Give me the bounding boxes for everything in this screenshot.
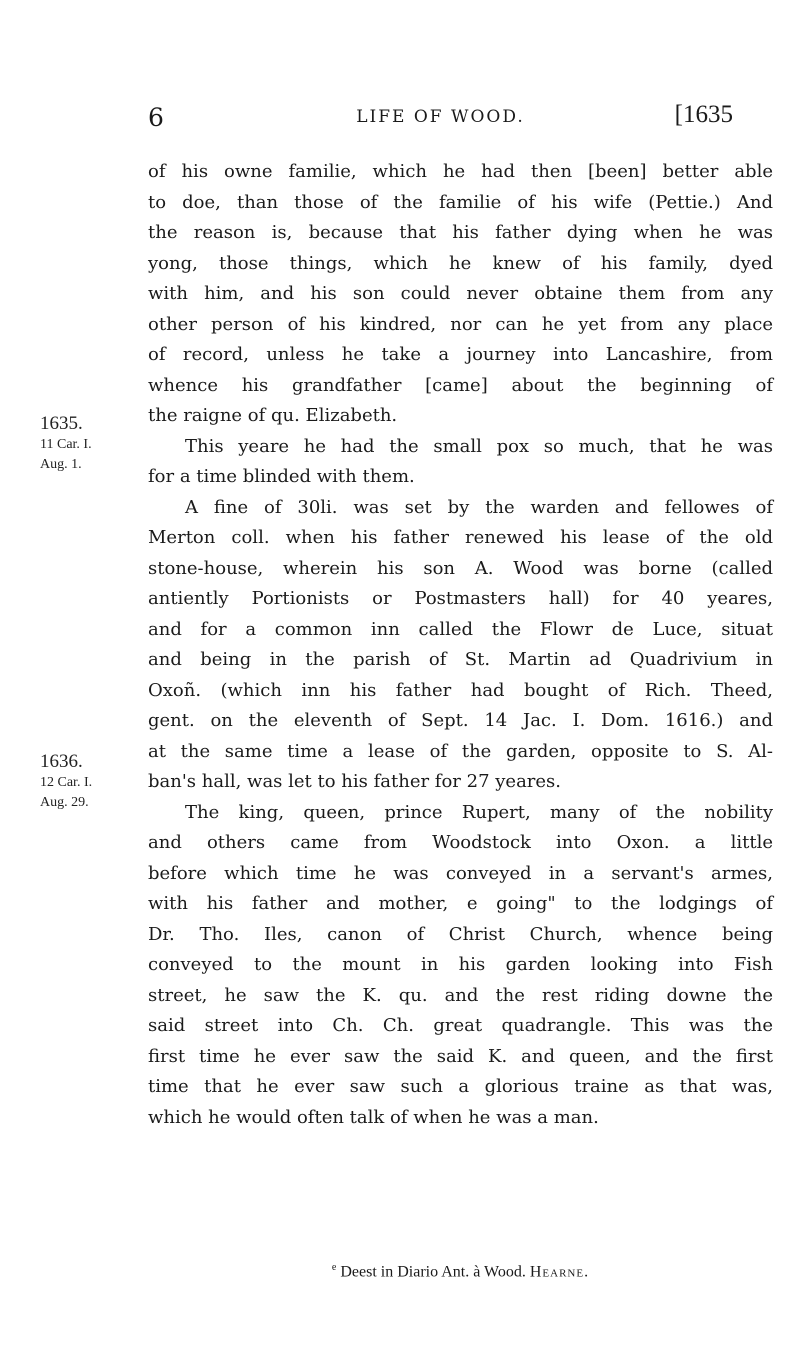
text-line: first time he ever saw the said K. and queen, and the first (148, 1045, 773, 1067)
text-line: Merton coll. when his father renewed his lease of the old (148, 527, 773, 548)
text-line: of his owne familie, which he had then [been] better able (148, 161, 773, 182)
text-line: gent. on the eleventh of Sept. 14 Jac. I. Dom. 1616.) and (148, 710, 773, 731)
text-line: Oxoñ. (which inn his father had bought of Rich. Theed, (148, 679, 773, 701)
text-line: which he would often talk of when he was a man. (148, 1106, 599, 1128)
text-line: other person of his kindred, nor can he yet from any place (148, 313, 773, 335)
margin-note-1636 (40, 751, 140, 813)
margin-regnal: 11 Car. I. (40, 437, 92, 452)
page-header (148, 103, 733, 143)
text-line: and being in the parish of St. Martin ad Quadrivium in (148, 649, 773, 670)
footnote (148, 1262, 773, 1281)
text-line: whence his grandfather [came] about the beginning of (148, 374, 773, 396)
header-year: [1635 (674, 101, 733, 128)
margin-date: Aug. 1. (40, 457, 82, 472)
margin-regnal: 12 Car. I. (40, 775, 93, 790)
text-line: and for a common inn called the Flowr de Luce, situat (148, 618, 773, 640)
margin-date: Aug. 29. (40, 795, 89, 810)
text-line: time that he ever saw such a glorious traine as that was, (148, 1076, 773, 1097)
page-number: 6 (148, 103, 164, 132)
text-line: antiently Portionists or Postmasters hall) for 40 yeares, (148, 588, 773, 609)
footnote-marker: e (331, 1262, 337, 1273)
text-line: This yeare he had the small pox so much, that he was (185, 435, 773, 457)
text-line: the raigne of qu. Elizabeth. (148, 405, 398, 426)
text-line: conveyed to the mount in his garden looking into Fish (148, 954, 773, 975)
text-line: street, he saw the K. qu. and the rest riding downe the (148, 984, 773, 1006)
text-line: stone-house, wherein his son A. Wood was borne (called (148, 557, 773, 579)
text-line: Dr. Tho. Iles, canon of Christ Church, whence being (148, 923, 773, 945)
text-line: A fine of 30li. was set by the warden and fellowes of (185, 496, 773, 518)
text-line: and others came from Woodstock into Oxon. a little (148, 832, 773, 853)
text-line: of record, unless he take a journey into Lancashire, from (148, 344, 773, 365)
footnote-text: Deest in Diario Ant. à Wood. (340, 1263, 526, 1281)
text-line: The king, queen, prince Rupert, many of the nobility (185, 801, 773, 823)
text-line: before which time he was conveyed in a servant's armes, (148, 862, 773, 884)
text-line: with his father and mother, e going" to the lodgings of (148, 893, 773, 914)
text-line: yong, those things, which he knew of his family, dyed (148, 252, 773, 274)
text-line: said street into Ch. Ch. great quadrangle. This was the (148, 1015, 773, 1036)
text-line: for a time blinded with them. (148, 466, 415, 487)
text-line: with him, and his son could never obtaine them from any (148, 283, 773, 304)
margin-note-1635 (40, 413, 140, 475)
body-text (148, 157, 773, 1133)
footnote-attribution: Hearne. (529, 1263, 590, 1281)
margin-year: 1636. (40, 751, 83, 772)
text-line: to doe, than those of the familie of his wife (Pettie.) And (148, 191, 773, 213)
text-line: ban's hall, was let to his father for 27 yeares. (148, 771, 562, 792)
text-line: at the same time a lease of the garden, opposite to S. Al- (148, 740, 773, 762)
margin-year: 1635. (40, 413, 83, 434)
text-line: the reason is, because that his father dying when he was (148, 222, 773, 243)
running-title: LIFE OF WOOD. (356, 107, 525, 127)
